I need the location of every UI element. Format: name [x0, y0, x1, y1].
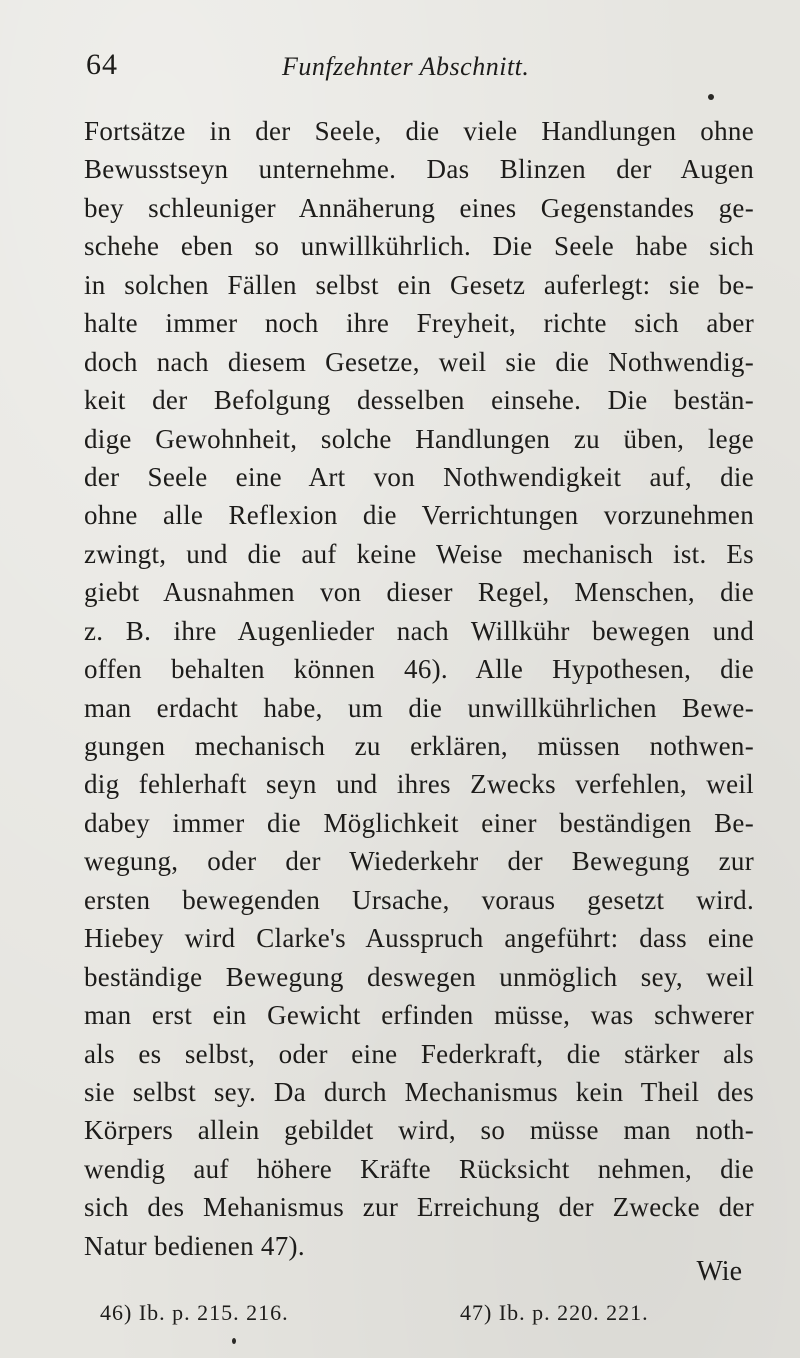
running-head: Funfzehnter Abschnitt.	[282, 52, 530, 81]
text-line: man erdacht habe, um die unwillkührlichen Bewe-	[84, 692, 754, 723]
text-line: halte immer noch ihre Freyheit, richte sich aber	[84, 308, 754, 339]
text-line: ohne alle Reflexion die Verrichtungen vorzunehmen	[84, 500, 754, 531]
text-line: gungen mechanisch zu erklären, müssen nothwen-	[84, 731, 754, 761]
page-number: 64	[86, 48, 118, 81]
text-line: dige Gewohnheit, solche Handlungen zu üben, lege	[84, 423, 754, 454]
text-line: Natur bedienen 47).	[84, 1230, 305, 1261]
text-line: zwingt, und die auf keine Weise mechanisch ist. Es	[84, 538, 754, 569]
text-line: dabey immer die Möglichkeit einer beständigen Be-	[84, 807, 754, 838]
text-line: doch nach diesem Gesetze, weil sie die Nothwendig-	[84, 346, 754, 377]
footnotes	[100, 1300, 720, 1340]
page-header	[86, 48, 746, 98]
text-line: als es selbst, oder eine Federkraft, die stärker als	[84, 1038, 754, 1069]
ink-speck	[708, 94, 714, 100]
text-line: schehe eben so unwillkührlich. Die Seele habe sich	[84, 231, 754, 262]
text-line: dig fehlerhaft seyn und ihres Zwecks verfehlen, weil	[84, 769, 754, 800]
catchword: Wie	[696, 1256, 742, 1287]
text-line: der Seele eine Art von Nothwendigkeit auf, die	[84, 461, 754, 492]
text-line: bey schleuniger Annäherung eines Gegenstandes ge-	[84, 192, 754, 223]
text-line: in solchen Fällen selbst ein Gesetz auferlegt: sie be-	[84, 269, 754, 300]
text-line: Fortsätze in der Seele, die viele Handlungen ohne	[84, 116, 754, 146]
footnote: 46) Ib. p. 215. 216.	[100, 1300, 289, 1325]
footnote: 47) Ib. p. 220. 221.	[460, 1300, 649, 1325]
text-line: z. B. ihre Augenlieder nach Willkühr bewegen und	[84, 615, 754, 646]
text-line: sie selbst sey. Da durch Mechanismus kein Theil des	[84, 1076, 754, 1107]
text-line: Hiebey wird Clarke's Ausspruch angeführt: dass eine	[84, 923, 754, 954]
body-text	[84, 112, 754, 1265]
text-line: giebt Ausnahmen von dieser Regel, Menschen, die	[84, 577, 754, 608]
text-line: wendig auf höhere Kräfte Rücksicht nehmen, die	[84, 1153, 754, 1184]
text-line: keit der Befolgung desselben einsehe. Die bestän-	[84, 385, 754, 416]
text-line: offen behalten können 46). Alle Hypothesen, die	[84, 654, 754, 685]
ink-speck	[232, 1338, 236, 1344]
text-line: wegung, oder der Wiederkehr der Bewegung zur	[84, 846, 754, 877]
text-line: Körpers allein gebildet wird, so müsse man noth-	[84, 1115, 754, 1146]
text-line: ersten bewegenden Ursache, voraus gesetzt wird.	[84, 884, 754, 915]
text-line: man erst ein Gewicht erfinden müsse, was schwerer	[84, 1000, 754, 1031]
text-line: sich des Mehanismus zur Erreichung der Zwecke der	[84, 1192, 754, 1223]
text-line: beständige Bewegung deswegen unmöglich sey, weil	[84, 961, 754, 992]
text-line: Bewusstseyn unternehme. Das Blinzen der Augen	[84, 154, 754, 185]
